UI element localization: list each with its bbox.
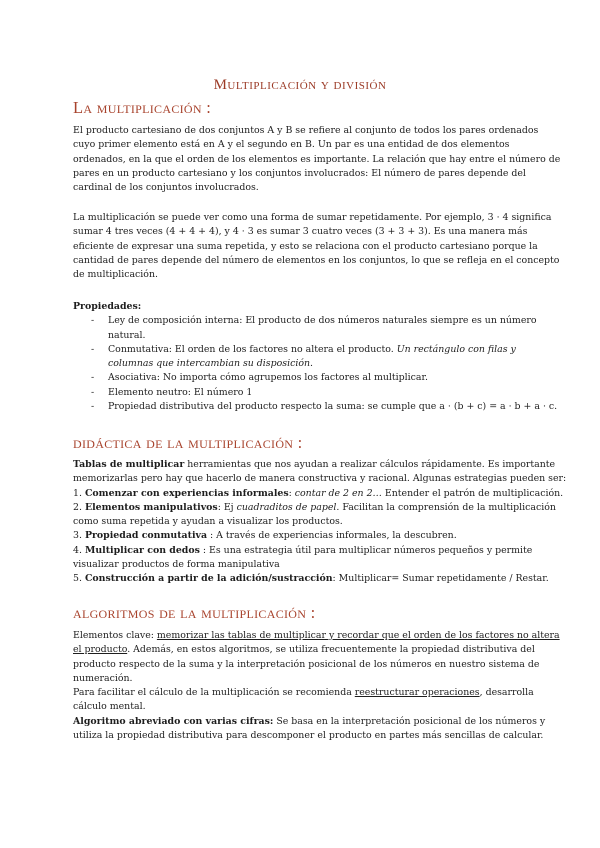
list-item <box>73 386 533 400</box>
text-run: , desarrolla <box>479 687 534 699</box>
bold-term: Construcción a partir de la adición/sustracción <box>84 573 333 585</box>
italic-example: contar de 2 en 2… <box>294 487 382 499</box>
text-line: - Elemento neutro: El número 1 <box>108 386 253 398</box>
text-run: Se basa en la interpretación posicional de los números y <box>273 715 546 727</box>
text-line: cálculo mental. <box>73 701 146 713</box>
text-run: : Ej <box>217 501 237 513</box>
text-line: natural. <box>108 329 146 341</box>
text-run: . Además, en estos algoritmos, se utiliza frecuentemente la propiedad distributiva del <box>127 644 535 656</box>
list-item <box>73 314 537 343</box>
text-run: Facilitan la comprensión de la multiplicación <box>339 501 556 513</box>
paragraph-algoritmos <box>73 629 560 743</box>
document-title: Multiplicación y división <box>213 77 387 93</box>
properties-block <box>73 300 558 414</box>
text-line: cuyo primer elemento está en A y el segundo en B. Un par es una entidad de dos elementos <box>73 139 510 151</box>
text-run: Entender el patrón de multiplicación. <box>381 487 564 499</box>
bold-term: Algoritmo abreviado con varias cifras: <box>73 715 274 727</box>
text-run: herramientas que nos ayudan a realizar cálculos rápidamente. Es importante <box>184 459 556 470</box>
italic-example: Un rectángulo con filas y <box>396 343 516 355</box>
text-run: : <box>288 487 295 499</box>
list-item <box>73 400 558 414</box>
bold-term: Propiedad conmutativa <box>84 530 208 542</box>
text-line: - Ley de composición interna: El producto de dos números naturales siempre es un número <box>108 315 537 327</box>
list-number: 3. <box>73 530 85 542</box>
list-number: 5. <box>73 573 85 585</box>
text-line: La multiplicación se puede ver como una forma de sumar repetidamente. Por ejemplo, 3 · 4 significa <box>73 212 552 223</box>
properties-list <box>73 314 558 414</box>
underlined-text: memorizar las tablas de multiplicar y recordar que el orden de los factores no altera <box>156 630 560 641</box>
text-run: : Es una estrategia útil para multiplicar números pequeños y permite <box>199 544 533 556</box>
bold-term: Multiplicar con dedos <box>84 544 200 556</box>
text-run: : Multiplicar= Sumar repetidamente / Restar. <box>332 573 549 585</box>
text-line: como suma repetida y ayudan a visualizar los productos. <box>73 516 343 528</box>
text-line: pares en un producto cartesiano y los conjuntos involucrados: El número de pares depende del <box>73 167 526 179</box>
list-number: 4. <box>73 544 85 556</box>
text-line: cantidad de pares depende del número de elementos en los conjuntos, lo que se refleja en el concepto <box>73 254 560 266</box>
text-line: memorizarlas pero hay que hacerlo de manera constructiva y racional. Algunas estrategias pueden ser: <box>73 473 567 485</box>
text-line: sumar 4 tres veces (4 + 4 + 4), y 4 · 3 es sumar 3 cuatro veces (3 + 3 + 3). Es una manera más <box>73 226 528 238</box>
text-line: producto respecto de la suma y la interpretación posicional de los números en nuestro sistema de <box>73 658 540 670</box>
underlined-text: el producto <box>73 644 128 656</box>
text-line: utiliza la propiedad distributiva para descomponer el producto en partes más sencillas de calcular. <box>73 730 544 742</box>
text-run: : A través de experiencias informales, la descubren. <box>207 530 457 542</box>
heading-didactica: didáctica de la multiplicación : <box>73 433 303 452</box>
list-item <box>73 343 533 372</box>
paragraph-tablas <box>73 458 567 587</box>
italic-example: columnas que intercambian su disposición. <box>108 358 313 370</box>
italic-example: cuadraditos de papel. <box>236 501 340 513</box>
properties-label: Propiedades: <box>73 301 142 312</box>
bold-term: Comenzar con experiencias informales <box>84 487 289 499</box>
heading-la-multiplicacion: La multiplicación : <box>73 98 212 117</box>
bold-term: Elementos manipulativos <box>84 501 218 513</box>
text-line: eficiente de expresar una suma repetida, y esto se relaciona con el producto cartesiano porque la <box>73 240 538 252</box>
text-line: ordenados, en la que el orden de los elementos es importante. La relación que hay entre el número de <box>73 153 561 165</box>
text-line: - Propiedad distributiva del producto respecto la suma: se cumple que a · (b + c) = a · b + a · c. <box>108 401 558 413</box>
paragraph-suma-repetida <box>73 211 560 282</box>
list-number: 2. <box>73 501 85 513</box>
text-line: - Asociativa: No importa cómo agrupemos los factores al multiplicar. <box>108 372 428 384</box>
text-run: Para facilitar el cálculo de la multiplicación se recomienda <box>73 687 355 699</box>
paragraph-producto-cartesiano <box>73 124 561 195</box>
underlined-text: reestructurar operaciones <box>354 687 480 699</box>
text-line: numeración. <box>73 672 133 684</box>
list-item <box>73 371 533 385</box>
bold-term: Tablas de multiplicar <box>73 459 185 470</box>
text-line: de multiplicación. <box>73 269 158 281</box>
text-line: El producto cartesiano de dos conjuntos A y B se refiere al conjunto de todos los pares ordenados <box>73 125 539 136</box>
text-line: visualizar productos de forma manipulativa <box>73 559 280 571</box>
text-run: Conmutativa: El orden de los factores no altera el producto. <box>108 343 397 355</box>
text-line: cardinal de los conjuntos involucrados. <box>73 182 259 194</box>
list-number: 1. <box>73 487 85 499</box>
text-run: Elementos clave: <box>73 630 157 641</box>
heading-algoritmos: algoritmos de la multiplicación : <box>73 603 316 622</box>
